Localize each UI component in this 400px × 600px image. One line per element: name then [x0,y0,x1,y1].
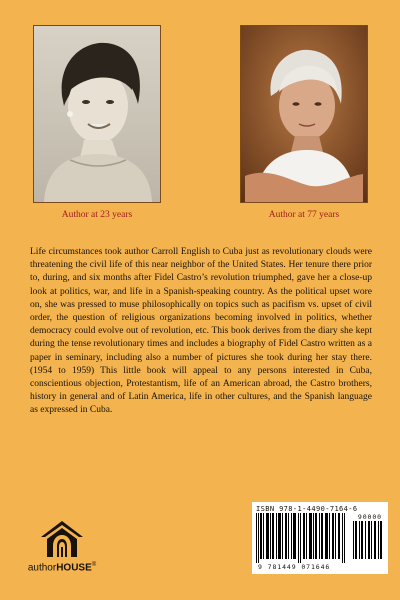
publisher-name [22,562,102,573]
barcode-bars-addon [353,521,383,559]
older-author-portrait [241,26,367,202]
authorhouse-house-icon [39,520,85,558]
publisher-logo [22,520,102,573]
barcode-bars-main [256,513,346,563]
isbn-barcode [252,502,388,574]
price-code: 90000 [357,513,382,521]
young-author-portrait [34,26,160,202]
registered-mark: ® [91,562,97,568]
back-cover-blurb: Life circumstances took author Carroll English to Cuba just as revolutionary clouds were threatening the civil life of this near neighbor of the United States. Her tenure there prior to, during, and six months after Fidel Castro’s revolution triumphed, gave her a close-up look at politics, war, and life in a Spanish-speaking country. As the political upset wore on, she was pressed to muse philosophically on topics such as pacifism vs. upset of civil order, the question of religious organizations becoming involved in politics, whether democracy could evolve out of revolution, etc. This book derives from the diary she kept during the tense revolutionary times and includes a biography of Fidel Castro written as a paper in seminary, including also a number of pictures she took during her stay there. (1954 to 1959) This little book will appeal to any persons interested in Cuba, conscientious objection, Protestantism, life of an American abroad, the Castro brothers, history in general and of Latin America, life in other cultures, and the Spanish language as expressed in Cuba. [30,247,372,416]
publisher-name-bold: HOUSE [56,562,92,574]
author-photo-old [240,25,368,203]
caption-old: Author at 77 years [268,210,340,220]
author-photo-young [33,25,161,203]
isbn-number: ISBN 978-1-4490-7164-6 [256,505,358,513]
publisher-name-light: author [27,562,57,574]
caption-young: Author at 23 years [61,210,133,220]
barcode-digits: 9 781449 071646 [258,563,331,571]
